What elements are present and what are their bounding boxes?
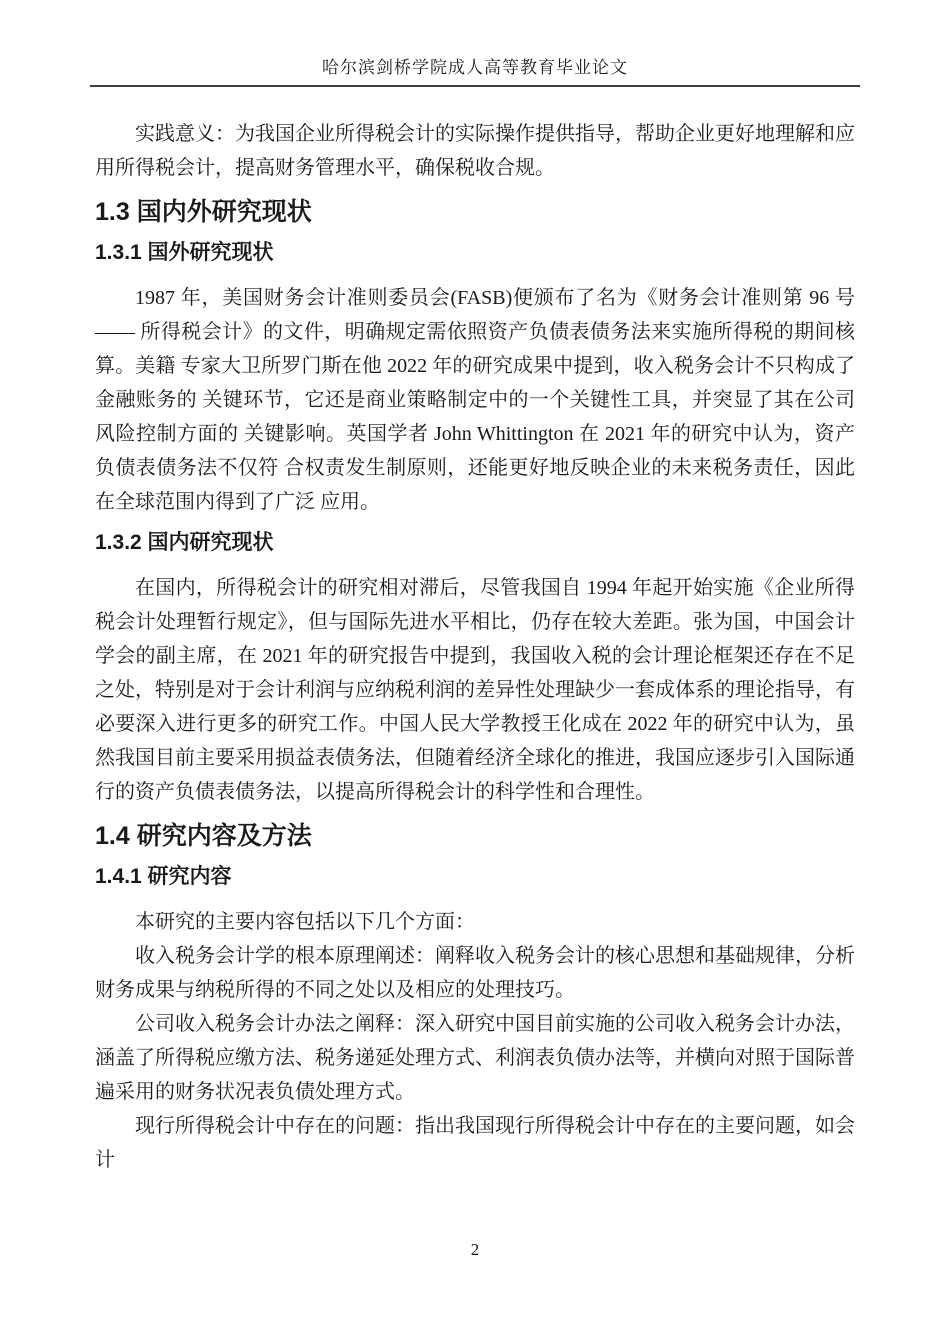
paragraph-domestic-research-status: 在国内，所得税会计的研究相对滞后，尽管我国自 1994 年起开始实施《企业所得税会计处理暂行规定》，但与国际先进水平相比，仍存在较大差距。张为国，中国会计学会的副主席，在 2021 年的研究报告中提到，我国收入税的会计理论框架还存在不足之处，特别是对于会计利润与应纳税利润的差异性处理缺少一套成体系的理论指导，有必要深入进行更多的研究工作。中国人民大学教授王化成在 2022 年的研究中认为，虽然我国目前主要采用损益表债务法，但随着经济全球化的推进，我国应逐步引入国际通行的资产负债表债务法，以提高所得税会计的科学性和合理性。 xyxy=(95,577,855,803)
running-head-title: 哈尔滨剑桥学院成人高等教育毕业论文 xyxy=(322,58,628,77)
document-body xyxy=(95,87,855,1177)
paragraph-research-content-intro: 本研究的主要内容包括以下几个方面： xyxy=(135,911,475,933)
section-title-1-4: 1.4 研究内容及方法 xyxy=(95,822,312,850)
page-number: 2 xyxy=(470,1240,480,1259)
paragraph-research-item-existing-problems: 现行所得税会计中存在的问题：指出我国现行所得税会计中存在的主要问题，如会计 xyxy=(95,1115,855,1171)
section-title-1-4-1: 1.4.1 研究内容 xyxy=(95,865,232,888)
paragraph-research-item-principles: 收入税务会计学的根本原理阐述：阐释收入税务会计的核心思想和基础规律，分析财务成果与纳税所得的不同之处以及相应的处理技巧。 xyxy=(95,945,855,1001)
section-title-1-3: 1.3 国内外研究现状 xyxy=(95,198,312,226)
section-title-1-3-2: 1.3.2 国内研究现状 xyxy=(95,531,274,554)
paragraph-practical-significance: 实践意义：为我国企业所得税会计的实际操作提供指导，帮助企业更好地理解和应用所得税会计，提高财务管理水平，确保税收合规。 xyxy=(95,123,855,179)
page-footer xyxy=(0,1240,950,1260)
paragraph-foreign-research-status: 1987 年，美国财务会计准则委员会(FASB)便颁布了名为《财务会计准则第 96 号 —— 所得税会计》的文件，明确规定需依照资产负债表债务法来实施所得税的期间核算。美籍 专家大卫所罗门斯在他 2022 年的研究成果中提到，收入税务会计不只构成了金融账务的 关键环节，它还是商业策略制定中的一个关键性工具，并突显了其在公司风险控制方面的 关键影响。英国学者 John Whittington 在 2021 年的研究中认为，资产负债表债务法不仅符 合权责发生制原则，还能更好地反映企业的未来税务责任，因此在全球范围内得到了广泛 应用。 xyxy=(95,287,855,513)
paragraph-research-item-corporate-methods: 公司收入税务会计办法之阐释：深入研究中国目前实施的公司收入税务会计办法，涵盖了所得税应缴方法、税务递延处理方式、利润表负债办法等，并横向对照于国际普遍采用的财务状况表负债处理方式。 xyxy=(95,1013,855,1103)
section-title-1-3-1: 1.3.1 国外研究现状 xyxy=(95,241,274,264)
page-header xyxy=(90,0,860,87)
